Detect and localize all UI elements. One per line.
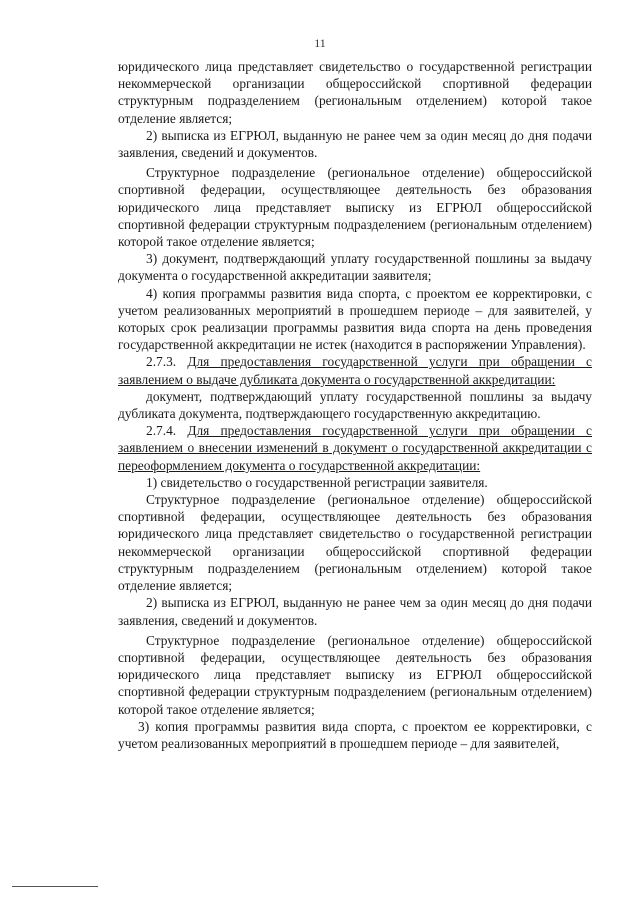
section-title: Для предоставления государственной услуги при обращении с заявлением о выдаче дубликата документа о государственной аккредитации: <box>118 354 592 387</box>
document-body <box>118 58 592 752</box>
paragraph: Структурное подразделение (региональное отделение) общероссийской спортивной федерации, осуществляющее деятельность без образования юридического лица представляет выписку из ЕГРЮЛ общероссийской спортивной федерации структурным подразделением (региональным отделением) которой такое отделение является; <box>118 165 592 250</box>
list-item: 2) выписка из ЕГРЮЛ, выданную не ранее чем за один месяц до дня подачи заявления, сведений и документов. <box>118 595 592 628</box>
section-heading-2-7-4 <box>118 422 592 474</box>
footnote-divider <box>12 886 98 887</box>
section-number: 2.7.3. <box>146 354 177 370</box>
list-item: 2) выписка из ЕГРЮЛ, выданную не ранее чем за один месяц до дня подачи заявления, сведений и документов. <box>118 127 592 161</box>
page-number: 11 <box>314 36 326 50</box>
paragraph: Структурное подразделение (региональное отделение) общероссийской спортивной федерации, осуществляющее деятельность без образования юридического лица представляет свидетельство о государственной регистрации некоммерческой организации общероссийской спортивной федерации структурным подразделением (региональным отделением) которой такое отделение является; <box>118 492 592 594</box>
section-title: Для предоставления государственной услуги при обращении с заявлением о внесении изменений в документ о государственной аккредитации с переоформлением документа о государственной аккредитации: <box>118 423 592 473</box>
list-item: 3) документ, подтверждающий уплату государственной пошлины за выдачу документа о государственной аккредитации заявителя; <box>118 251 592 284</box>
section-heading-2-7-3 <box>118 353 592 387</box>
section-number: 2.7.4. <box>146 423 177 439</box>
list-item: 1) свидетельство о государственной регистрации заявителя. <box>146 474 488 490</box>
list-item: 4) копия программы развития вида спорта, с проектом ее корректировки, с учетом реализованных мероприятий в прошедшем периоде – для заявителей, у которых срок реализации программы развития вида спорта на день проведения государственной аккредитации не истек (находится в распоряжении Управления). <box>118 285 592 353</box>
paragraph: документ, подтверждающий уплату государственной пошлины за выдачу дубликата документа, подтверждающего государственную аккредитацию. <box>118 388 592 422</box>
paragraph: Структурное подразделение (региональное отделение) общероссийской спортивной федерации, осуществляющее деятельность без образования юридического лица представляет выписку из ЕГРЮЛ общероссийской спортивной федерации структурным подразделением (региональным отделением) которой такое отделение является; <box>118 632 592 717</box>
list-item: 3) копия программы развития вида спорта, с проектом ее корректировки, с учетом реализованных мероприятий в прошедшем периоде – для заявителей, <box>118 718 592 751</box>
paragraph: юридического лица представляет свидетельство о государственной регистрации некоммерческой организации общероссийской спортивной федерации структурным подразделением (региональным отделением) которой такое отделение является; <box>118 59 592 126</box>
